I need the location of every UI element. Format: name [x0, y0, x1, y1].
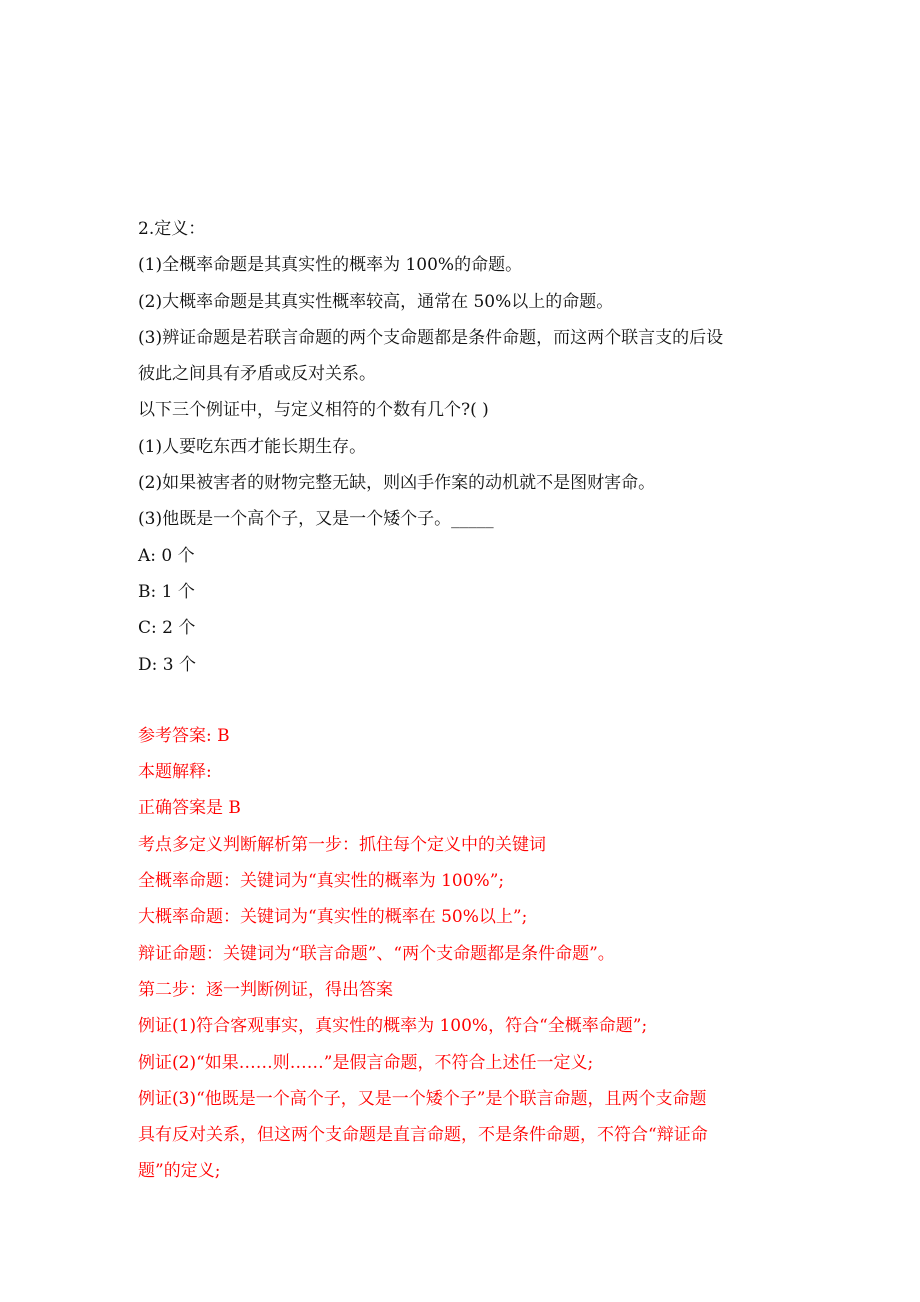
analysis-example-3-line-1: 例证(3)“他既是一个高个子，又是一个矮个子”是个联言命题，且两个支命题	[138, 1088, 707, 1109]
keyword-full-probability: 全概率命题：关键词为“真实性的概率为 100%”;	[138, 871, 505, 892]
keyword-high-probability: 大概率命题：关键词为“真实性的概率在 50%以上”;	[138, 907, 528, 928]
definition-3-line-2: 彼此之间具有矛盾或反对关系。	[138, 364, 376, 385]
analysis-example-3-line-3: 题”的定义;	[138, 1161, 221, 1182]
option-a: A: 0 个	[138, 545, 195, 566]
correct-answer: 正确答案是 B	[138, 798, 241, 819]
analysis-example-2: 例证(2)“如果……则……”是假言命题，不符合上述任一定义;	[138, 1052, 594, 1073]
definition-2: (2)大概率命题是其真实性概率较高，通常在 50%以上的命题。	[138, 291, 614, 312]
question-heading: 2.定义：	[138, 219, 206, 239]
reference-answer: 参考答案: B	[138, 725, 230, 746]
option-c: C: 2 个	[138, 618, 196, 639]
explanation-heading: 本题解释:	[138, 762, 212, 783]
option-b: B: 1 个	[138, 581, 195, 602]
analysis-example-1: 例证(1)符合客观事实，真实性的概率为 100%，符合“全概率命题”;	[138, 1016, 648, 1037]
example-1: (1)人要吃东西才能长期生存。	[138, 436, 367, 457]
definition-1: (1)全概率命题是其真实性的概率为 100%的命题。	[138, 255, 523, 276]
option-d: D: 3 个	[138, 654, 196, 675]
example-2: (2)如果被害者的财物完整无缺，则凶手作案的动机就不是图财害命。	[138, 473, 656, 494]
section-spacer	[138, 683, 788, 718]
analysis-example-3-line-2: 具有反对关系，但这两个支命题是直言命题，不是条件命题，不符合“辩证命	[138, 1125, 708, 1146]
definition-3-line-1: (3)辨证命题是若联言命题的两个支命题都是条件命题，而这两个联言支的后设	[138, 327, 724, 348]
question-prompt: 以下三个例证中，与定义相符的个数有几个?( )	[138, 400, 489, 421]
keyword-dialectical: 辩证命题：关键词为“联言命题”、“两个支命题都是条件命题”。	[138, 943, 615, 964]
example-3: (3)他既是一个高个子，又是一个矮个子。_____	[138, 509, 494, 530]
analysis-step-2: 第二步：逐一判断例证，得出答案	[138, 979, 393, 1000]
document-content	[138, 211, 788, 1190]
analysis-step-1: 考点多定义判断解析第一步：抓住每个定义中的关键词	[138, 834, 546, 855]
